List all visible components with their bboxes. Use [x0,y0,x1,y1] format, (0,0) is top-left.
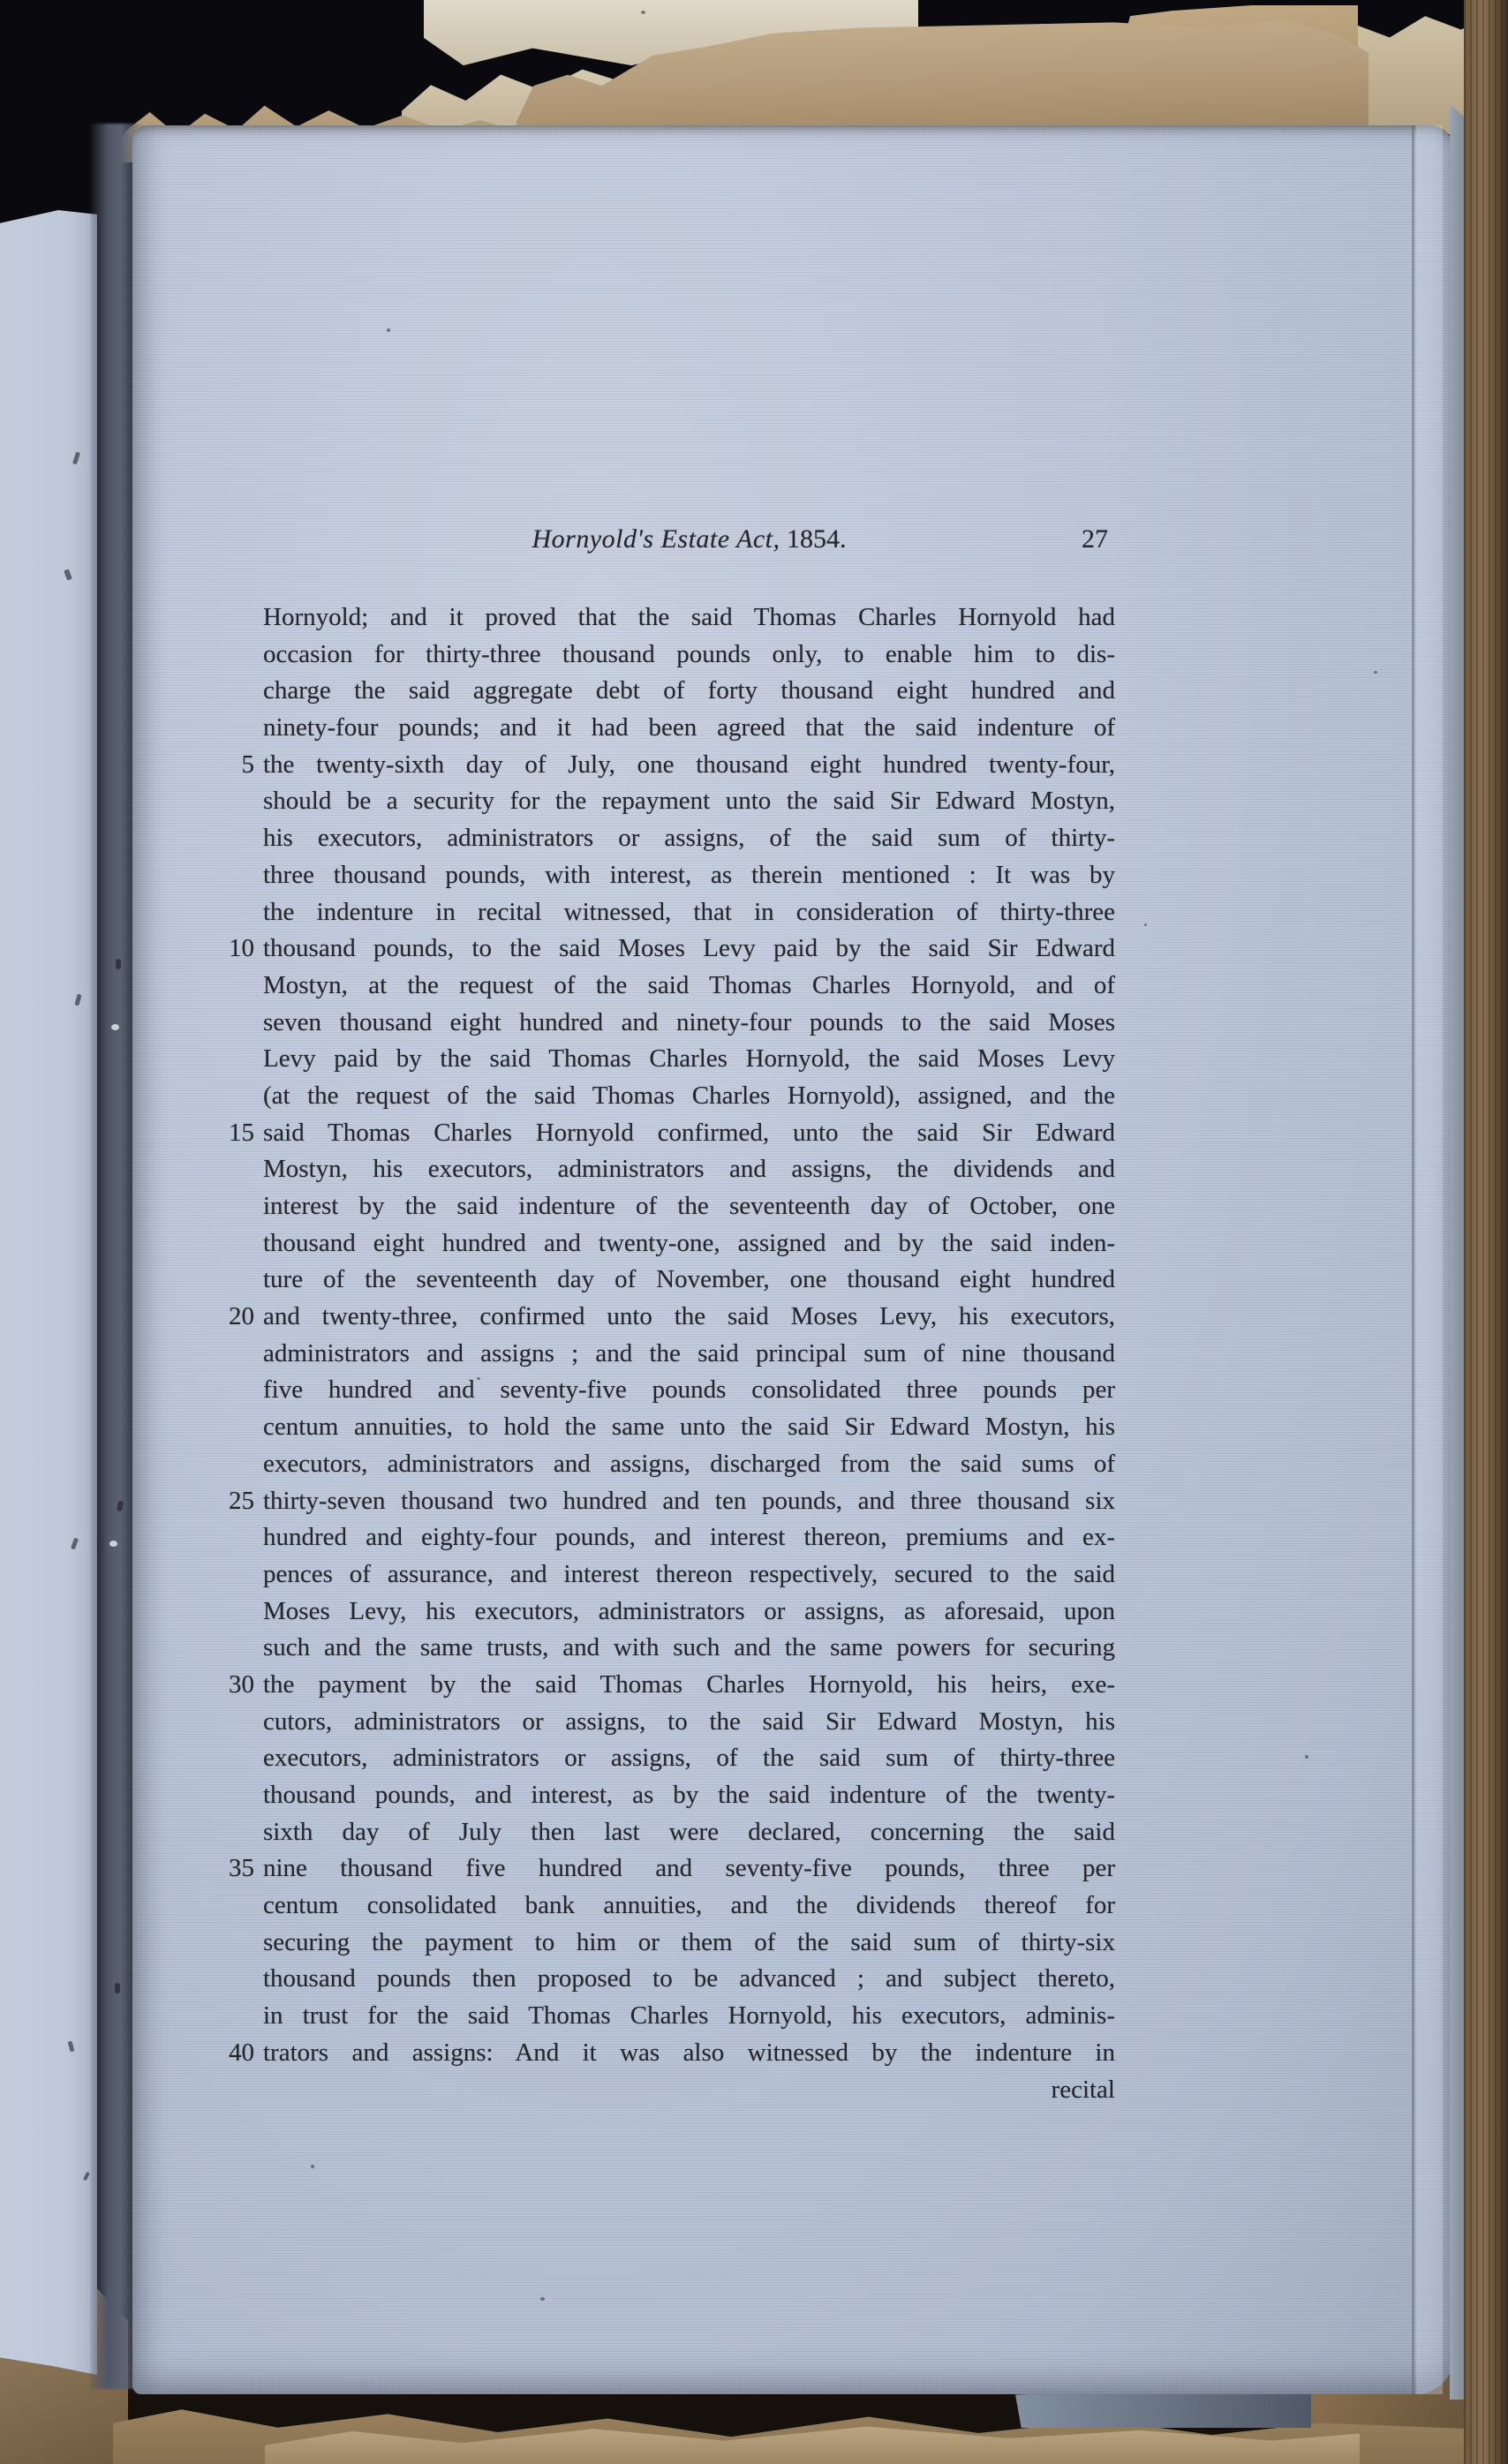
line-text: occasion for thirty-three thousand pounds only, to enable him to dis- [263,639,1115,668]
paper-speck [641,11,645,14]
text-line [229,1667,1115,1704]
text-line [263,1336,1115,1373]
line-text: the twenty-sixth day of July, one thousand eight hundred twenty-four, [263,750,1115,779]
text-line [263,1519,1115,1556]
line-text: Levy paid by the said Thomas Charles Hornyold, the said Moses Levy [263,1044,1115,1074]
line-text: thousand pounds then proposed to be advanced ; and subject thereto, [263,1964,1115,1993]
line-text: recital [1051,2075,1115,2104]
paper-speck [311,2165,314,2168]
line-text: interest by the said indenture of the seventeenth day of October, one [263,1192,1115,1220]
text-line [229,1115,1115,1152]
page-number: 27 [1082,524,1108,554]
line-text: in trust for the said Thomas Charles Hornyold, his executors, adminis- [263,2001,1115,2031]
running-title-year: 1854. [780,524,847,554]
running-title [263,524,1115,554]
text-line [263,1446,1115,1483]
line-number: 30 [229,1669,254,1699]
text-line [263,1372,1115,1409]
text-line [263,1740,1115,1777]
line-text: five hundred and seventy-five pounds consolidated three pounds per [263,1375,1115,1405]
text-line [229,1483,1115,1520]
binding-stitch [115,1983,120,1993]
line-number: 5 [241,750,254,779]
text-line [263,894,1115,931]
text-line [263,1998,1115,2035]
page-header [263,524,1115,561]
line-text: centum annuities, to hold the same unto the said Sir Edward Mostyn, his [263,1413,1115,1442]
text-line [263,1262,1115,1299]
line-text: Mostyn, at the request of the said Thomas Charles Hornyold, and of [263,970,1115,999]
line-text: should be a security for the repayment unto the said Sir Edward Mostyn, [263,787,1115,816]
line-text: executors, administrators or assigns, of the said sum of thirty-three [263,1744,1115,1773]
text-line [263,1777,1115,1814]
body-text [229,599,1115,2108]
text-line [263,1151,1115,1188]
text-line [263,1888,1115,1925]
fore-edge-streaks [1464,0,1508,2464]
line-text: three thousand pounds, with interest, as therein mentioned : It was by [263,860,1115,889]
text-line [263,637,1115,674]
text-line [263,1594,1115,1631]
text-line [263,1925,1115,1962]
paper-speck [387,328,390,332]
line-text: ninety-four pounds; and it had been agreed that the said indenture of [263,713,1115,742]
line-text: the payment by the said Thomas Charles Hornyold, his heirs, exe- [263,1669,1115,1699]
line-text: thousand eight hundred and twenty-one, assigned and by the said inden- [263,1228,1115,1257]
line-text: (at the request of the said Thomas Charles Hornyold), assigned, and the [263,1081,1115,1110]
text-line [263,599,1115,637]
page-crease-highlight [1416,125,1443,2394]
binding-stitch [116,959,121,969]
line-text: thirty-seven thousand two hundred and ten pounds, and three thousand six [263,1486,1115,1515]
text-line [263,783,1115,820]
line-number: 35 [229,1854,254,1883]
text-line [263,1225,1115,1262]
line-text: Hornyold; and it proved that the said Thomas Charles Hornyold had [263,603,1115,631]
line-text: such and the same trusts, and with such and the same powers for securing [263,1633,1115,1662]
line-text: the indenture in recital witnessed, that in consideration of thirty-three [263,897,1115,926]
text-line [229,1850,1115,1888]
text-line [263,857,1115,894]
line-text: cutors, administrators or assigns, to the said Sir Edward Mostyn, his [263,1707,1115,1736]
text-line [229,1299,1115,1336]
line-text: administrators and assigns ; and the said principal sum of nine thousand [263,1338,1115,1368]
line-number: 10 [229,934,254,963]
line-text: thousand pounds, to the said Moses Levy paid by the said Sir Edward [263,934,1115,963]
paper-speck [1305,1755,1308,1759]
text-line [229,931,1115,968]
facing-page-edge [0,210,97,2375]
text-line [263,710,1115,747]
line-text: centum consolidated bank annuities, and the dividends thereof for [263,1891,1115,1920]
text-line [263,673,1115,710]
line-text: pences of assurance, and interest thereon respectively, secured to the said [263,1559,1115,1588]
running-title-italic: Hornyold's Estate Act, [532,524,780,554]
text-line [263,1078,1115,1115]
text-line [263,1556,1115,1594]
line-text: ture of the seventeenth day of November, one thousand eight hundred [263,1265,1115,1294]
line-text: Mostyn, his executors, administrators and assigns, the dividends and [263,1155,1115,1184]
line-number: 15 [229,1118,254,1147]
text-line [263,1961,1115,1998]
text-line [263,1409,1115,1446]
line-text: his executors, administrators or assigns, of the said sum of thirty- [263,824,1115,853]
line-text: nine thousand five hundred and seventy-five pounds, three per [263,1854,1115,1883]
text-line [263,968,1115,1005]
text-line [263,2072,1115,2109]
line-text: thousand pounds, and interest, as by the said indenture of the twenty- [263,1781,1115,1809]
line-text: said Thomas Charles Hornyold confirmed, unto the said Sir Edward [263,1118,1115,1147]
line-text: executors, administrators and assigns, discharged from the said sums of [263,1449,1115,1478]
text-line [229,2035,1115,2072]
text-line [263,1814,1115,1851]
line-text: and twenty-three, confirmed unto the said Moses Levy, his executors, [263,1302,1115,1331]
line-text: hundred and eighty-four pounds, and interest thereon, premiums and ex- [263,1523,1115,1552]
line-text: securing the payment to him or them of the said sum of thirty-six [263,1927,1115,1956]
paper-speck [1374,671,1377,674]
line-text: Moses Levy, his executors, administrators or assigns, as aforesaid, upon [263,1596,1115,1625]
line-text: trators and assigns: And it was also witnessed by the indenture in [263,2038,1115,2067]
line-number: 20 [229,1302,254,1331]
binding-thread [111,1024,119,1030]
text-line [263,1630,1115,1667]
page-crease [1412,125,1414,2394]
line-text: seven thousand eight hundred and ninety-four pounds to the said Moses [263,1007,1115,1036]
text-line [263,820,1115,857]
paper-speck [1144,923,1147,926]
text-line [263,1188,1115,1225]
paper-speck [540,2297,545,2301]
text-line [241,747,1115,784]
text-line [263,1041,1115,1078]
binding-thread [109,1541,117,1547]
line-number: 25 [229,1486,254,1515]
line-text: charge the said aggregate debt of forty thousand eight hundred and [263,676,1115,705]
text-line [263,1704,1115,1741]
text-line [263,1005,1115,1042]
line-number: 40 [229,2038,254,2067]
fore-edge-brown [1464,0,1508,2464]
line-text: sixth day of July then last were declared, concerning the said [263,1817,1115,1846]
